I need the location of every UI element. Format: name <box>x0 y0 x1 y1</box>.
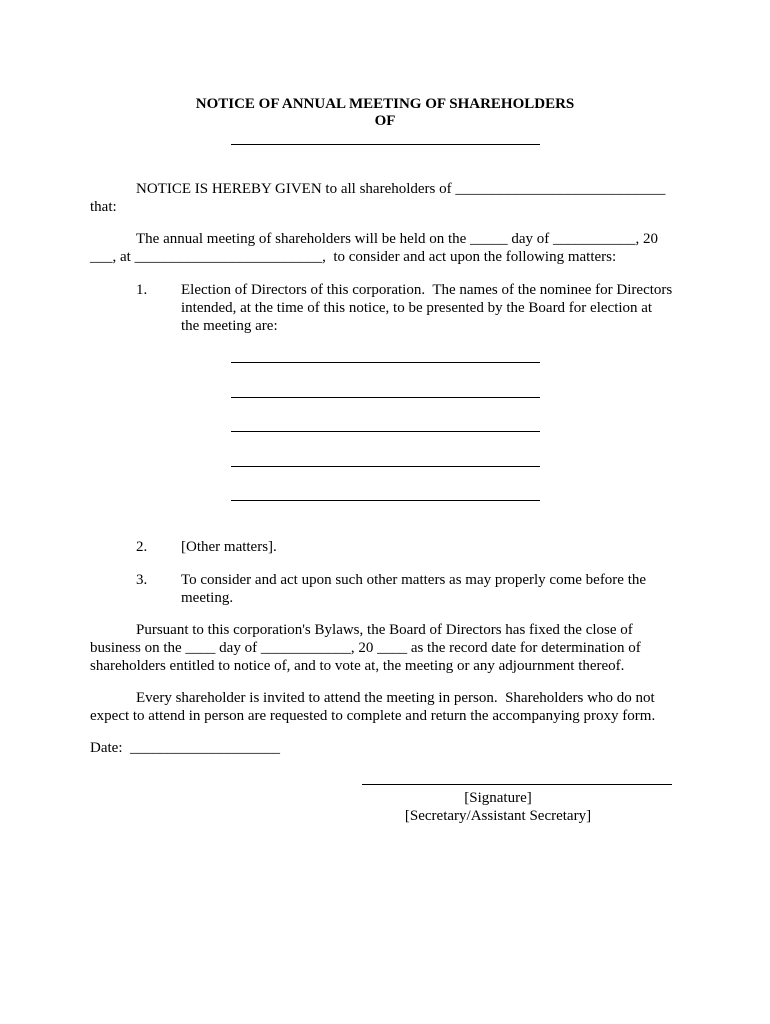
bylaws-line-1: Pursuant to this corporation's Bylaws, the Board of Directors has fixed the close of <box>136 622 633 638</box>
item-3-line-1: To consider and act upon such other matters as may properly come before the <box>181 572 647 588</box>
title-line-1: NOTICE OF ANNUAL MEETING OF SHAREHOLDERS <box>195 96 575 112</box>
item-1-line-3: the meeting are: <box>181 318 278 334</box>
item-1-number: 1. <box>136 282 148 298</box>
nominee-blank-3 <box>231 431 540 432</box>
nominee-blank-2 <box>231 397 540 398</box>
notice-line-1: NOTICE IS HEREBY GIVEN to all shareholders of ____________________________ <box>136 181 666 197</box>
date-field: Date: ____________________ <box>90 740 280 756</box>
bylaws-line-2: business on the ____ day of ____________, 20 ____ as the record date for determination of <box>90 640 641 656</box>
item-3-number: 3. <box>136 572 148 588</box>
item-1-line-1: Election of Directors of this corporation. The names of the nominee for Directors <box>181 282 673 298</box>
notice-line-2: that: <box>90 199 117 215</box>
corporation-name-blank <box>231 144 540 145</box>
signature-line <box>362 784 672 785</box>
invite-line-2: expect to attend in person are requested to complete and return the accompanying proxy form. <box>90 708 656 724</box>
invite-line-1: Every shareholder is invited to attend the meeting in person. Shareholders who do not <box>136 690 655 706</box>
item-1-line-2: intended, at the time of this notice, to be presented by the Board for election at <box>181 300 653 316</box>
meeting-line-1: The annual meeting of shareholders will be held on the _____ day of ___________, 20 <box>136 231 658 247</box>
signature-label: [Signature] <box>464 790 532 806</box>
signer-title: [Secretary/Assistant Secretary] <box>404 808 592 824</box>
title-line-2: OF <box>374 113 396 129</box>
nominee-blank-4 <box>231 466 540 467</box>
item-2-line-1: [Other matters]. <box>181 539 277 555</box>
item-2-number: 2. <box>136 539 148 555</box>
nominee-blank-5 <box>231 500 540 501</box>
nominee-blank-1 <box>231 362 540 363</box>
meeting-line-2: ___, at _________________________, to consider and act upon the following matters: <box>90 249 617 265</box>
bylaws-line-3: shareholders entitled to notice of, and to vote at, the meeting or any adjournment thereof. <box>90 658 625 674</box>
item-3-line-2: meeting. <box>181 590 234 606</box>
